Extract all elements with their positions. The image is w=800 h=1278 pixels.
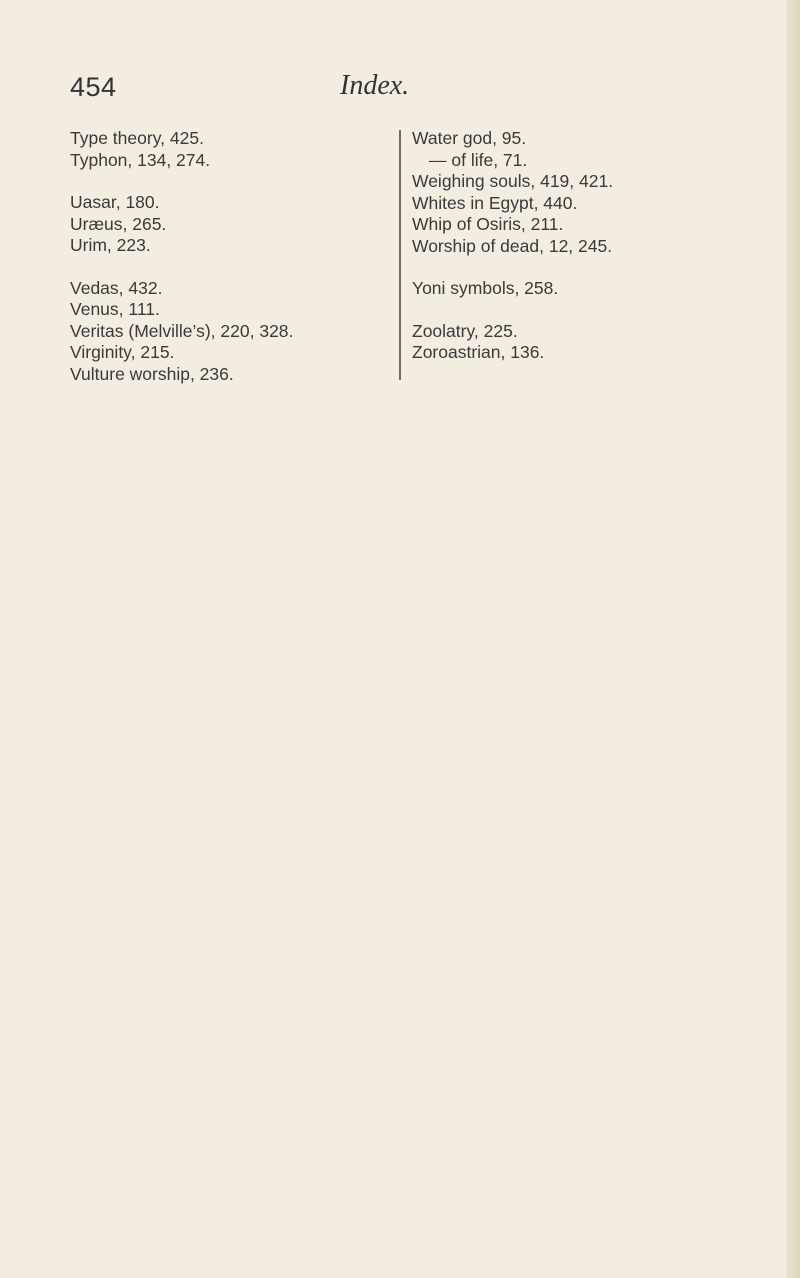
index-group-v: [70, 278, 390, 386]
index-entry: Virginity, 215.: [70, 342, 175, 362]
index-entry: Uræus, 265.: [70, 213, 167, 234]
index-entry: Venus, 111.: [70, 299, 160, 319]
index-entry: Vulture worship, 236.: [70, 363, 234, 384]
index-entry: Worship of dead, 12, 245.: [412, 235, 613, 256]
index-entry: Whites in Egypt, 440.: [412, 192, 578, 213]
index-entry: Whip of Osiris, 211.: [412, 214, 564, 234]
index-entry: Veritas (Melville’s), 220, 328.: [70, 320, 294, 341]
index-entry: Typhon, 134, 274.: [70, 149, 211, 170]
index-group-w: [412, 128, 772, 257]
index-group-t: [70, 128, 390, 171]
index-entry: Weighing souls, 419, 421.: [412, 171, 614, 191]
index-entry: Zoroastrian, 136.: [412, 342, 545, 362]
index-entry: Yoni symbols, 258.: [412, 278, 559, 298]
column-divider: [399, 130, 401, 380]
index-column-right: [412, 128, 772, 364]
index-column-left: [70, 128, 390, 385]
index-entry: Water god, 95.: [412, 128, 527, 148]
index-group-y: [412, 278, 772, 300]
index-entry: Type theory, 425.: [70, 128, 204, 148]
page-title: Index.: [340, 70, 410, 101]
index-subentry: — of life, 71.: [429, 149, 528, 170]
index-group-z: [412, 321, 772, 364]
index-entry: Urim, 223.: [70, 235, 151, 255]
page-edge: [786, 0, 800, 1278]
index-group-u: [70, 192, 390, 257]
page-number: 454: [70, 72, 117, 102]
index-entry: Uasar, 180.: [70, 192, 160, 212]
index-entry: Vedas, 432.: [70, 277, 163, 298]
index-entry: Zoolatry, 225.: [412, 320, 518, 341]
